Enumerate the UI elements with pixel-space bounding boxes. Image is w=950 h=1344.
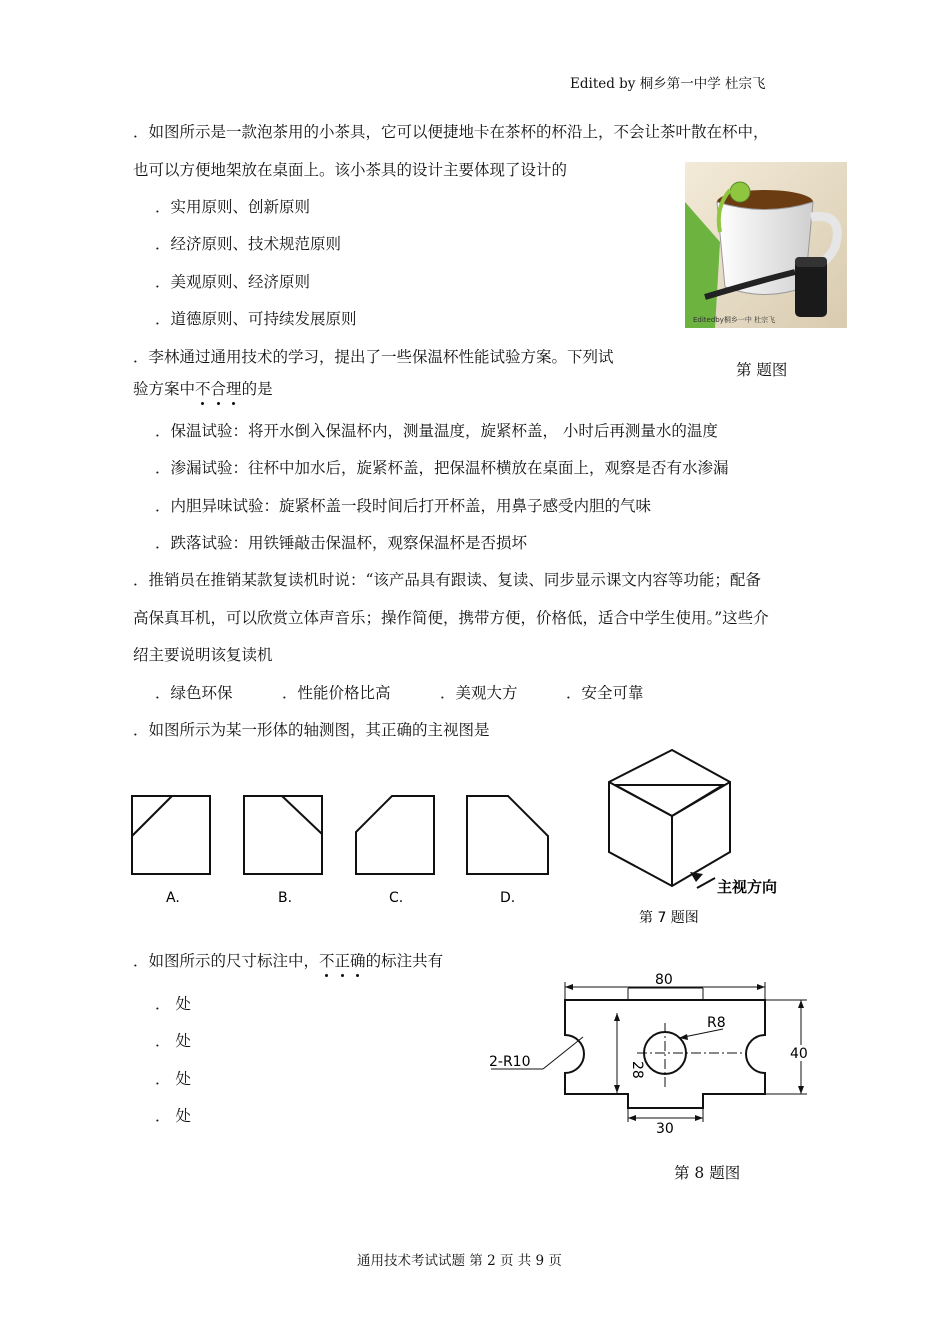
emphasis-char: 正	[334, 952, 351, 970]
q9-stem: ．如图所示的尺寸标注中，不正确的标注共有	[133, 952, 444, 970]
q5-stem-line1: ．如图所示是一款泡茶用的小茶具，它可以便捷地卡在茶杯的杯沿上，不会让茶叶散在杯中，	[133, 123, 769, 141]
option-c-label: C.	[389, 890, 404, 906]
q7-option-c: ．美观大方	[440, 684, 518, 702]
emphasis-char: 合	[210, 380, 227, 398]
q9-option-a: ． 处	[155, 995, 191, 1013]
emphasis-char: 不	[319, 952, 335, 970]
page-footer: 通用技术考试试题 第 2 页 共 9 页	[357, 1253, 562, 1269]
q5-photo-caption: 第 题图	[736, 361, 788, 379]
option-b-view	[244, 796, 322, 874]
dim-height: 40	[790, 1046, 808, 1062]
view-direction-arrow	[697, 878, 715, 888]
option-d-view	[467, 796, 548, 874]
q5-option-a: ．实用原则、创新原则	[155, 198, 311, 216]
q6-option-c: ．内胆异味试验：旋紧杯盖一段时间后打开杯盖，用鼻子感受内胆的气味	[155, 497, 652, 515]
dimension-drawing	[485, 965, 815, 1137]
q9-option-d: ． 处	[155, 1107, 191, 1125]
emphasis-char: 不	[195, 380, 211, 398]
q5-option-c: ．美观原则、经济原则	[155, 273, 311, 291]
q5-option-d: ．道德原则、可持续发展原则	[155, 310, 357, 328]
q7-stem-line1: ．推销员在推销某款复读机时说：“该产品具有跟读、复读、同步显示课文内容等功能；配备	[133, 571, 761, 589]
tea-infuser-photo	[685, 162, 847, 328]
q8-caption: 第 7 题图	[639, 910, 699, 926]
q7-option-b: ．性能价格比高	[282, 684, 391, 702]
q8-figure	[125, 740, 805, 940]
emphasis-char: 确	[350, 952, 366, 970]
q7-option-d: ．安全可靠	[566, 684, 644, 702]
q7-stem-line3: 绍主要说明该复读机	[133, 646, 273, 664]
dim-radius-side: 2-R10	[489, 1054, 531, 1070]
q6-stem-line2: 验方案中不合理的是	[133, 380, 273, 398]
view-direction-label: 主视方向	[717, 878, 778, 896]
q7-option-a: ．绿色环保	[155, 684, 233, 702]
q9-option-b: ． 处	[155, 1032, 191, 1050]
option-a-view	[132, 796, 210, 874]
option-a-label: A.	[166, 890, 180, 906]
photo-watermark: Editedby桐乡一中 杜宗飞	[693, 316, 776, 324]
dim-bottom: 30	[656, 1121, 674, 1137]
option-b-label: B.	[278, 890, 293, 906]
isometric-cube	[609, 750, 730, 886]
q9-caption: 第 8 题图	[674, 1164, 741, 1182]
q9-option-c: ． 处	[155, 1070, 191, 1088]
q7-stem-line2: 高保真耳机，可以欣赏立体声音乐；操作简便，携带方便，价格低，适合中学生使用。”这些介	[133, 609, 769, 627]
option-d-label: D.	[500, 890, 516, 906]
q8-stem: ．如图所示为某一形体的轴测图，其正确的主视图是	[133, 721, 490, 739]
dim-radius-center: R8	[707, 1015, 726, 1031]
dim-width: 80	[655, 972, 673, 988]
dim-height-inner: 28	[629, 1061, 645, 1079]
q6-option-d: ．跌落试验：用铁锤敲击保温杯，观察保温杯是否损坏	[155, 534, 528, 552]
emphasis-char: 理	[226, 380, 242, 398]
option-c-view	[356, 796, 434, 874]
q6-option-a: ．保温试验：将开水倒入保温杯内，测量温度，旋紧杯盖， 小时后再测量水的温度	[155, 422, 718, 440]
q5-option-b: ．经济原则、技术规范原则	[155, 235, 342, 253]
q6-stem-line1: ．李林通过通用技术的学习，提出了一些保温杯性能试验方案。下列试	[133, 348, 614, 366]
page-header: Edited by 桐乡第一中学 杜宗飞	[570, 76, 766, 92]
q6-option-b: ．渗漏试验：往杯中加水后，旋紧杯盖，把保温杯横放在桌面上，观察是否有水渗漏	[155, 459, 729, 477]
q5-stem-line2: 也可以方便地架放在桌面上。该小茶具的设计主要体现了设计的	[133, 161, 568, 179]
